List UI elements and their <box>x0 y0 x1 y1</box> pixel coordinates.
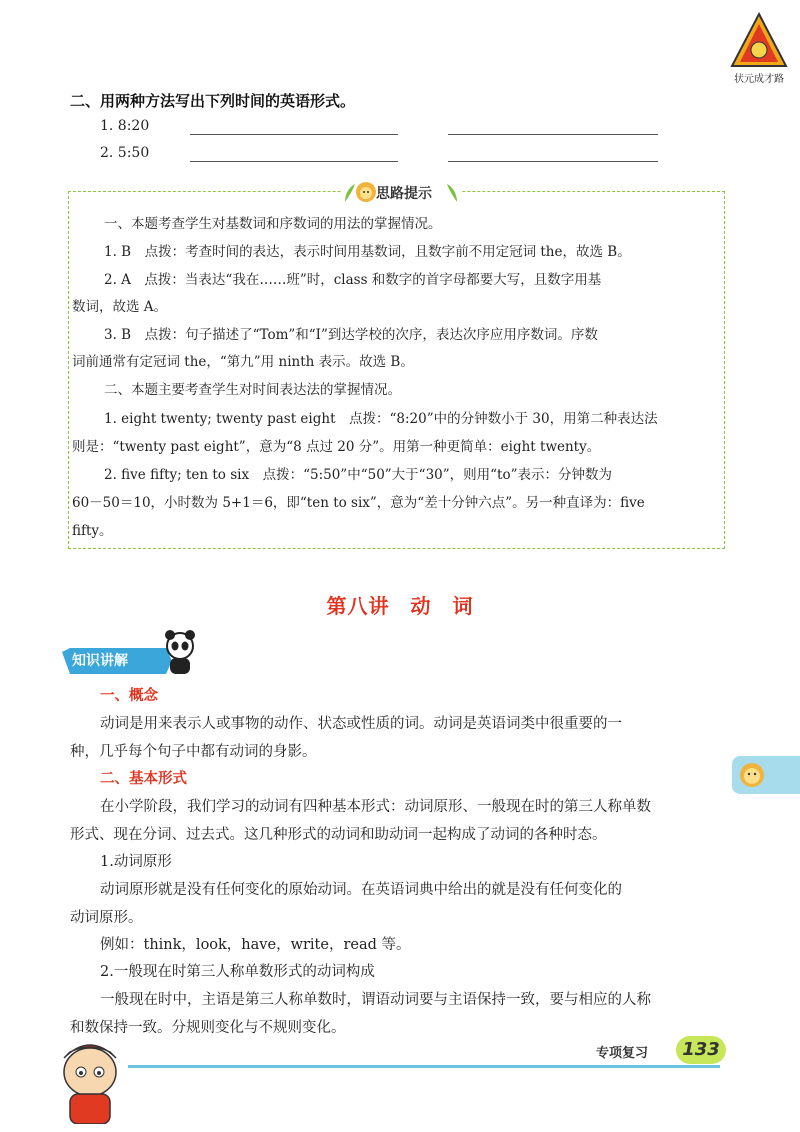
hint-line: 3. B 点拨：句子描述了“Tom”和“I”到达学校的次序，表达次序应用序数词。序数 <box>104 327 598 343</box>
hint-title: 思路提示 <box>376 186 432 202</box>
leaf-icon <box>445 182 461 204</box>
subsection-heading: 2.一般现在时第三人称单数形式的动词构成 <box>100 964 375 980</box>
lecture-title: 第八讲 动 词 <box>326 594 474 618</box>
hint-line: 2. five fifty; ten to six 点拨：“5:50”中“50”大于“30”，则用“to”表示：分钟数为 <box>104 467 613 483</box>
logo-text: 状元成才路 <box>734 74 784 85</box>
hint-line: 2. A 点拨：当表达“我在……班”时，class 和数字的首字母都要大写，且数字用基 <box>104 272 602 288</box>
hint-line: 数词，故选 A。 <box>72 299 168 315</box>
answer-blank[interactable] <box>448 134 658 135</box>
student-mascot-icon <box>52 1032 128 1124</box>
question-item: 2. 5:50 <box>100 145 150 161</box>
footer-rule <box>128 1065 720 1068</box>
knowledge-tag-label: 知识讲解 <box>72 653 128 669</box>
answer-blank[interactable] <box>448 161 658 162</box>
body-text: 动词原形。 <box>70 910 143 926</box>
hint-line: 1. B 点拨：考查时间的表达，表示时间用基数词，且数字前不用定冠词 the，故选 B。 <box>104 244 631 260</box>
hint-line: 1. eight twenty; twenty past eight 点拨：“8:20”中的分钟数小于 30，用第二种表达法 <box>104 411 658 427</box>
answer-blank[interactable] <box>190 161 398 162</box>
question-item: 1. 8:20 <box>100 118 150 134</box>
hint-line: 一、本题考查学生对基数词和序数词的用法的掌握情况。 <box>104 216 442 232</box>
hint-line: 则是：“twenty past eight”，意为“8 点过 20 分”。用第一种更简单：eight twenty。 <box>72 439 601 455</box>
answer-blank[interactable] <box>190 134 398 135</box>
body-text: 和数保持一致。分规则变化与不规则变化。 <box>70 1020 346 1036</box>
body-text: 形式、现在分词、过去式。这几种形式的动词和助动词一起构成了动词的各种时态。 <box>70 827 607 843</box>
hint-line: 60－50＝10，小时数为 5+1＝6，即“ten to six”，意为“差十分钟六点”。另一种直译为：five <box>72 495 645 511</box>
panda-mascot-icon <box>160 630 200 676</box>
page-number: 133 <box>682 1039 720 1060</box>
hint-line: fifty。 <box>72 523 113 539</box>
section-heading: 一、概念 <box>100 688 158 704</box>
footer-label: 专项复习 <box>596 1046 649 1061</box>
question-title: 二、用两种方法写出下列时间的英语形式。 <box>70 92 356 110</box>
hint-line: 词前通常有定冠词 the，“第九”用 ninth 表示。故选 B。 <box>72 354 414 370</box>
body-text: 在小学阶段，我们学习的动词有四种基本形式：动词原形、一般现在时的第三人称单数 <box>100 799 651 815</box>
side-tab[interactable] <box>732 756 800 794</box>
subsection-heading: 1.动词原形 <box>100 854 172 870</box>
lion-face-icon <box>738 761 766 789</box>
hint-line: 二、本题主要考查学生对时间表达法的掌握情况。 <box>104 382 401 398</box>
body-text: 种，几乎每个句子中都有动词的身影。 <box>70 744 317 760</box>
body-text: 例如：think，look，have，write，read 等。 <box>100 937 411 953</box>
body-text: 动词原形就是没有任何变化的原始动词。在英语词典中给出的就是没有任何变化的 <box>100 882 622 898</box>
body-text: 一般现在时中，主语是第三人称单数时，谓语动词要与主语保持一致，要与相应的人称 <box>100 992 651 1008</box>
body-text: 动词是用来表示人或事物的动作、状态或性质的词。动词是英语词类中很重要的一 <box>100 716 622 732</box>
lion-mascot-icon <box>355 180 377 204</box>
section-heading: 二、基本形式 <box>100 771 187 787</box>
